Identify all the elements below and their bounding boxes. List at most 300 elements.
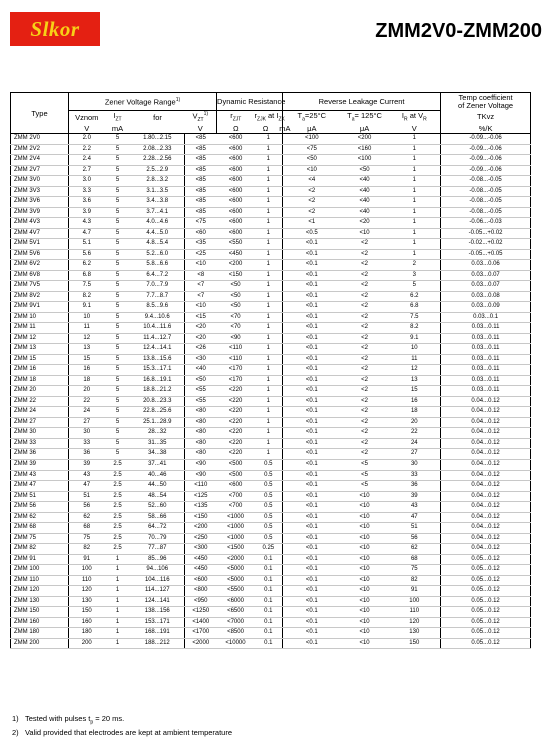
table-row [11,396,531,407]
table-cell: 5 [105,417,131,428]
table-cell: ZMM 9V1 [11,302,69,313]
table-cell: ZMM 24 [11,407,69,418]
table-cell: <0.1 [283,281,341,292]
table-cell: <7 [185,281,217,292]
table-cell: ZMM 3V6 [11,197,69,208]
table-cell: 5.8...6.6 [131,260,185,271]
table-cell: <2 [341,386,389,397]
table-cell: 6.2 [389,291,441,302]
table-cell: ZMM 82 [11,544,69,555]
table-cell: 0.5 [255,512,283,523]
table-cell: <0.1 [283,333,341,344]
table-cell: 3.3 [69,186,105,197]
table-cell: 9.1 [389,333,441,344]
table-cell: 0.04...0.12 [441,491,531,502]
table-cell: 12 [69,333,105,344]
table-cell: ZMM 39 [11,459,69,470]
table-cell: <2 [341,396,389,407]
table-cell: <150 [185,512,217,523]
table-row [11,302,531,313]
table-row [11,344,531,355]
table-cell: 18.8...21.2 [131,386,185,397]
table-cell: <100 [341,155,389,166]
unit-izt: mA [105,123,131,134]
table-cell: ZMM 130 [11,596,69,607]
table-row [11,134,531,145]
table-row [11,375,531,386]
table-row [11,239,531,250]
unit-ta125: μA [341,123,389,134]
table-cell: <1 [283,218,341,229]
footnote-2: 2) Valid provided that electrodes are kept at ambient temperature [12,727,233,737]
table-cell: 1 [105,575,131,586]
table-cell: 5 [105,134,131,145]
group-dynamic-resistance: Dynamic Resistance [217,93,283,111]
table-cell: 22 [389,428,441,439]
table-cell: 1 [255,417,283,428]
table-cell: 3.1...3.5 [131,186,185,197]
page-title: ZMM2V0-ZMM200 [375,20,542,42]
table-cell: <85 [185,134,217,145]
table-cell: 0.05...0.12 [441,638,531,649]
table-row [11,270,531,281]
table-cell: 5 [105,407,131,418]
table-cell: 13 [389,375,441,386]
table-cell: 1 [255,302,283,313]
table-cell: 1 [389,165,441,176]
table-cell: <1000 [217,523,255,534]
table-cell: <80 [185,438,217,449]
table-cell: 0.1 [255,596,283,607]
table-cell: 1 [255,270,283,281]
table-cell: 16 [389,396,441,407]
table-cell: <500 [217,470,255,481]
table-cell: 1 [105,596,131,607]
table-cell: <0.1 [283,586,341,597]
table-cell: <2 [341,239,389,250]
table-row [11,312,531,323]
table-cell: <0.1 [283,491,341,502]
table-cell: <0.1 [283,417,341,428]
table-row [11,523,531,534]
table-cell: 2.2 [69,144,105,155]
table-cell: 10.4...11.6 [131,323,185,334]
table-cell: 130 [69,596,105,607]
table-cell: 20 [389,417,441,428]
table-cell: <10 [341,628,389,639]
table-cell: 5 [105,249,131,260]
table-cell: <450 [217,249,255,260]
table-row [11,617,531,628]
table-cell: -0.08...-0.05 [441,186,531,197]
table-row [11,228,531,239]
table-cell: <170 [217,375,255,386]
table-cell: 1.80...2.15 [131,134,185,145]
col-izt: $I_{ZT}$ [105,111,131,124]
table-cell: 0.1 [255,554,283,565]
table-cell: 5 [105,344,131,355]
table-cell: 0.03...0.11 [441,375,531,386]
table-cell: 1 [255,438,283,449]
table-cell: ZMM 43 [11,470,69,481]
table-cell: <2 [341,302,389,313]
table-cell: 5 [105,291,131,302]
table-cell: <0.1 [283,438,341,449]
table-cell: <800 [185,586,217,597]
table-cell: 0.05...0.12 [441,617,531,628]
table-cell: <10 [341,617,389,628]
table-cell: <450 [185,565,217,576]
footnote-1: 1) Tested with pulses $t_p = 20$ ms. [12,714,125,726]
table-cell: <220 [217,438,255,449]
table-cell: <50 [341,165,389,176]
col-tkvz: TKvz [477,112,495,122]
table-cell: <40 [341,207,389,218]
table-row [11,218,531,229]
table-cell: ZMM 3V9 [11,207,69,218]
table-cell: ZMM 56 [11,502,69,513]
unit-ta25: μA [283,123,341,134]
table-cell: ZMM 27 [11,417,69,428]
table-cell: <0.1 [283,323,341,334]
table-cell: <2 [341,375,389,386]
table-cell: <500 [217,459,255,470]
table-cell: 1 [255,449,283,460]
table-cell: <90 [185,459,217,470]
table-cell: <0.1 [283,459,341,470]
table-cell: 5 [105,375,131,386]
table-cell: <50 [185,375,217,386]
table-row [11,565,531,576]
table-cell: 0.04...0.12 [441,470,531,481]
table-cell: 0.05...0.12 [441,554,531,565]
table-cell: <600 [217,176,255,187]
table-cell: 43 [389,502,441,513]
table-cell: 0.03...0.11 [441,365,531,376]
table-cell: 82 [389,575,441,586]
table-cell: <0.1 [283,554,341,565]
table-cell: <0.1 [283,638,341,649]
table-cell: <125 [185,491,217,502]
table-cell: ZMM 13 [11,344,69,355]
table-cell: 2.5 [105,502,131,513]
table-cell: 25.1...28.9 [131,417,185,428]
table-cell: <75 [185,218,217,229]
table-cell: 6.2 [69,260,105,271]
table-row [11,260,531,271]
table-row [11,586,531,597]
table-cell: 5 [105,197,131,208]
table-cell: <600 [217,481,255,492]
table-cell: 7.5 [69,281,105,292]
table-cell: <2 [283,197,341,208]
table-cell: <90 [217,333,255,344]
table-cell: <5000 [217,575,255,586]
table-cell: 28...32 [131,428,185,439]
table-cell: <10 [341,586,389,597]
table-cell: <0.1 [283,628,341,639]
table-row [11,596,531,607]
table-cell: -0.08...-0.05 [441,176,531,187]
table-cell: 0.5 [255,491,283,502]
table-cell: <10 [341,638,389,649]
table-cell: <0.1 [283,544,341,555]
table-cell: 33 [69,438,105,449]
table-cell: <55 [185,396,217,407]
table-cell: 1 [389,155,441,166]
table-cell: <200 [217,260,255,271]
table-cell: 5 [105,333,131,344]
unit-rzjt: Ω [217,123,255,134]
table-cell: 0.03...0.11 [441,354,531,365]
table-cell: <0.1 [283,449,341,460]
table-cell: 0.04...0.12 [441,523,531,534]
table-cell: ZMM 75 [11,533,69,544]
table-cell: 75 [389,565,441,576]
table-cell: <1700 [185,628,217,639]
table-cell: <85 [185,165,217,176]
table-cell: 1 [255,134,283,145]
table-cell: ZMM 7V5 [11,281,69,292]
table-cell: 24 [389,438,441,449]
table-cell: 15 [389,386,441,397]
table-cell: <0.1 [283,596,341,607]
table-cell: ZMM 68 [11,523,69,534]
table-cell: 1 [255,207,283,218]
table-cell: 5 [389,281,441,292]
table-cell: <2000 [185,638,217,649]
table-cell: 24 [69,407,105,418]
table-cell: 130 [389,628,441,639]
table-cell: <2 [341,354,389,365]
table-cell: ZMM 8V2 [11,291,69,302]
table-cell: 1 [255,165,283,176]
table-cell: 0.05...0.12 [441,607,531,618]
table-cell: ZMM 33 [11,438,69,449]
table-cell: <10 [341,607,389,618]
table-cell: 18 [389,407,441,418]
table-cell: 1 [255,407,283,418]
table-row [11,554,531,565]
table-cell: <0.1 [283,270,341,281]
table-cell: 8.5...9.6 [131,302,185,313]
table-cell: <2 [341,344,389,355]
table-cell: <5 [341,481,389,492]
table-row [11,628,531,639]
table-cell: <200 [185,523,217,534]
table-cell: <1000 [217,512,255,523]
table-cell: 0.1 [255,638,283,649]
table-cell: 5 [105,260,131,271]
table-cell: 2.28...2.56 [131,155,185,166]
table-cell: 2.5...2.9 [131,165,185,176]
table-cell: 1 [255,144,283,155]
footnotes [12,714,232,738]
table-cell: 1 [255,386,283,397]
table-cell: 0.03...0.07 [441,281,531,292]
table-cell: 1 [255,239,283,250]
table-cell: <1250 [185,607,217,618]
table-cell: 1 [105,554,131,565]
table-cell: ZMM 18 [11,375,69,386]
table-cell: <0.1 [283,365,341,376]
table-row [11,165,531,176]
table-cell: 168...191 [131,628,185,639]
table-cell: <0.1 [283,470,341,481]
table-cell: 51 [69,491,105,502]
table-cell: 5 [105,365,131,376]
table-cell: -0.08...-0.05 [441,197,531,208]
table-cell: 104...116 [131,575,185,586]
table-cell: 51 [389,523,441,534]
table-cell: 4.3 [69,218,105,229]
table-cell: <0.1 [283,396,341,407]
table-row [11,470,531,481]
table-cell: ZMM 2V7 [11,165,69,176]
table-cell: 0.05...0.12 [441,565,531,576]
table-cell: 68 [69,523,105,534]
table-cell: <50 [217,302,255,313]
table-cell: <0.1 [283,512,341,523]
table-cell: 0.05...0.12 [441,586,531,597]
table-cell: 188...212 [131,638,185,649]
table-cell: <0.1 [283,239,341,250]
table-cell: -0.02...+0.02 [441,239,531,250]
table-cell: 1 [255,249,283,260]
table-cell: <600 [217,165,255,176]
table-cell: 110 [69,575,105,586]
table-cell: 91 [69,554,105,565]
table-cell: 2.7 [69,165,105,176]
table-cell: 0.5 [255,523,283,534]
table-cell: 0.04...0.12 [441,502,531,513]
table-cell: 5 [105,218,131,229]
table-cell: 3.4...3.8 [131,197,185,208]
table-cell: ZMM 150 [11,607,69,618]
table-cell: 1 [389,197,441,208]
table-cell: 30 [389,459,441,470]
table-cell: <550 [217,239,255,250]
table-cell: 5 [105,354,131,365]
table-row [11,291,531,302]
table-cell: 56 [69,502,105,513]
table-cell: 1 [389,186,441,197]
table-cell: 1 [255,155,283,166]
table-cell: -0.09...-0.06 [441,155,531,166]
table-cell: 0.03...0.1 [441,312,531,323]
table-cell: 77...87 [131,544,185,555]
table-cell: 3.9 [69,207,105,218]
table-cell: 10 [69,312,105,323]
table-cell: 6.8 [389,302,441,313]
table-cell: 5 [105,176,131,187]
table-cell: 1 [105,607,131,618]
table-cell: ZMM 36 [11,449,69,460]
table-cell: ZMM 2V0 [11,134,69,145]
group-zener-voltage: Zener Voltage Range$^{1)}$ [69,93,217,111]
table-cell: 0.5 [255,481,283,492]
col-rzjt: $r_{ZJT}$ [217,111,255,124]
table-cell: <2 [341,438,389,449]
table-row [11,186,531,197]
table-cell: <15 [185,312,217,323]
table-cell: <5500 [217,586,255,597]
table-cell: 0.03...0.11 [441,386,531,397]
table-cell: 2.5 [105,523,131,534]
table-cell: <8 [185,270,217,281]
table-cell: <50 [283,155,341,166]
table-cell: 40...46 [131,470,185,481]
table-cell: <0.1 [283,312,341,323]
table-cell: 58...66 [131,512,185,523]
table-cell: 0.1 [255,575,283,586]
table-cell: <0.1 [283,291,341,302]
table-cell: 1 [255,344,283,355]
table-row [11,354,531,365]
table-cell: 15.3...17.1 [131,365,185,376]
table-cell: 0.04...0.12 [441,438,531,449]
group-temp-coefficient: Temp coefficient of Zener Voltage [458,92,514,110]
table-cell: ZMM 16 [11,365,69,376]
table-cell: 9.1 [69,302,105,313]
table-cell: 7.0...7.9 [131,281,185,292]
table-cell: <8500 [217,628,255,639]
table-cell: 1 [105,617,131,628]
table-cell: <6500 [217,607,255,618]
table-cell: <200 [341,134,389,145]
zener-spec-table [10,92,531,649]
table-cell: 120 [69,586,105,597]
table-cell: 18 [69,375,105,386]
table-cell: 0.04...0.12 [441,481,531,492]
table-cell: <85 [185,144,217,155]
table-cell: ZMM 180 [11,628,69,639]
table-cell: ZMM 30 [11,428,69,439]
table-cell: 3.0 [69,176,105,187]
group-reverse-leakage: Reverse Leakage Current [283,93,441,111]
table-cell: 1 [255,312,283,323]
table-cell: 0.03...0.11 [441,333,531,344]
table-cell: <40 [341,176,389,187]
table-cell: ZMM 62 [11,512,69,523]
col-vzt: $V_{ZT}^{1)}$ [185,111,217,124]
table-cell: <10 [341,596,389,607]
table-cell: 43 [69,470,105,481]
table-cell: 2.5 [105,544,131,555]
table-cell: <26 [185,344,217,355]
table-cell: 22.8...25.6 [131,407,185,418]
table-cell: ZMM 2V4 [11,155,69,166]
table-cell: 30 [69,428,105,439]
table-cell: 52...60 [131,502,185,513]
table-cell: <85 [185,176,217,187]
table-body [11,134,531,649]
table-cell: 70...79 [131,533,185,544]
table-cell: 153...171 [131,617,185,628]
table-cell: <2 [341,417,389,428]
unit-for [131,123,185,134]
table-cell: <2 [341,449,389,460]
table-cell: 100 [69,565,105,576]
table-cell: 0.05...0.12 [441,596,531,607]
table-cell: 44...50 [131,481,185,492]
table-cell: <80 [185,449,217,460]
table-cell: <2 [341,428,389,439]
table-cell: 5 [105,239,131,250]
table-cell: <80 [185,417,217,428]
table-cell: <2000 [217,554,255,565]
table-cell: 0.05...0.12 [441,628,531,639]
